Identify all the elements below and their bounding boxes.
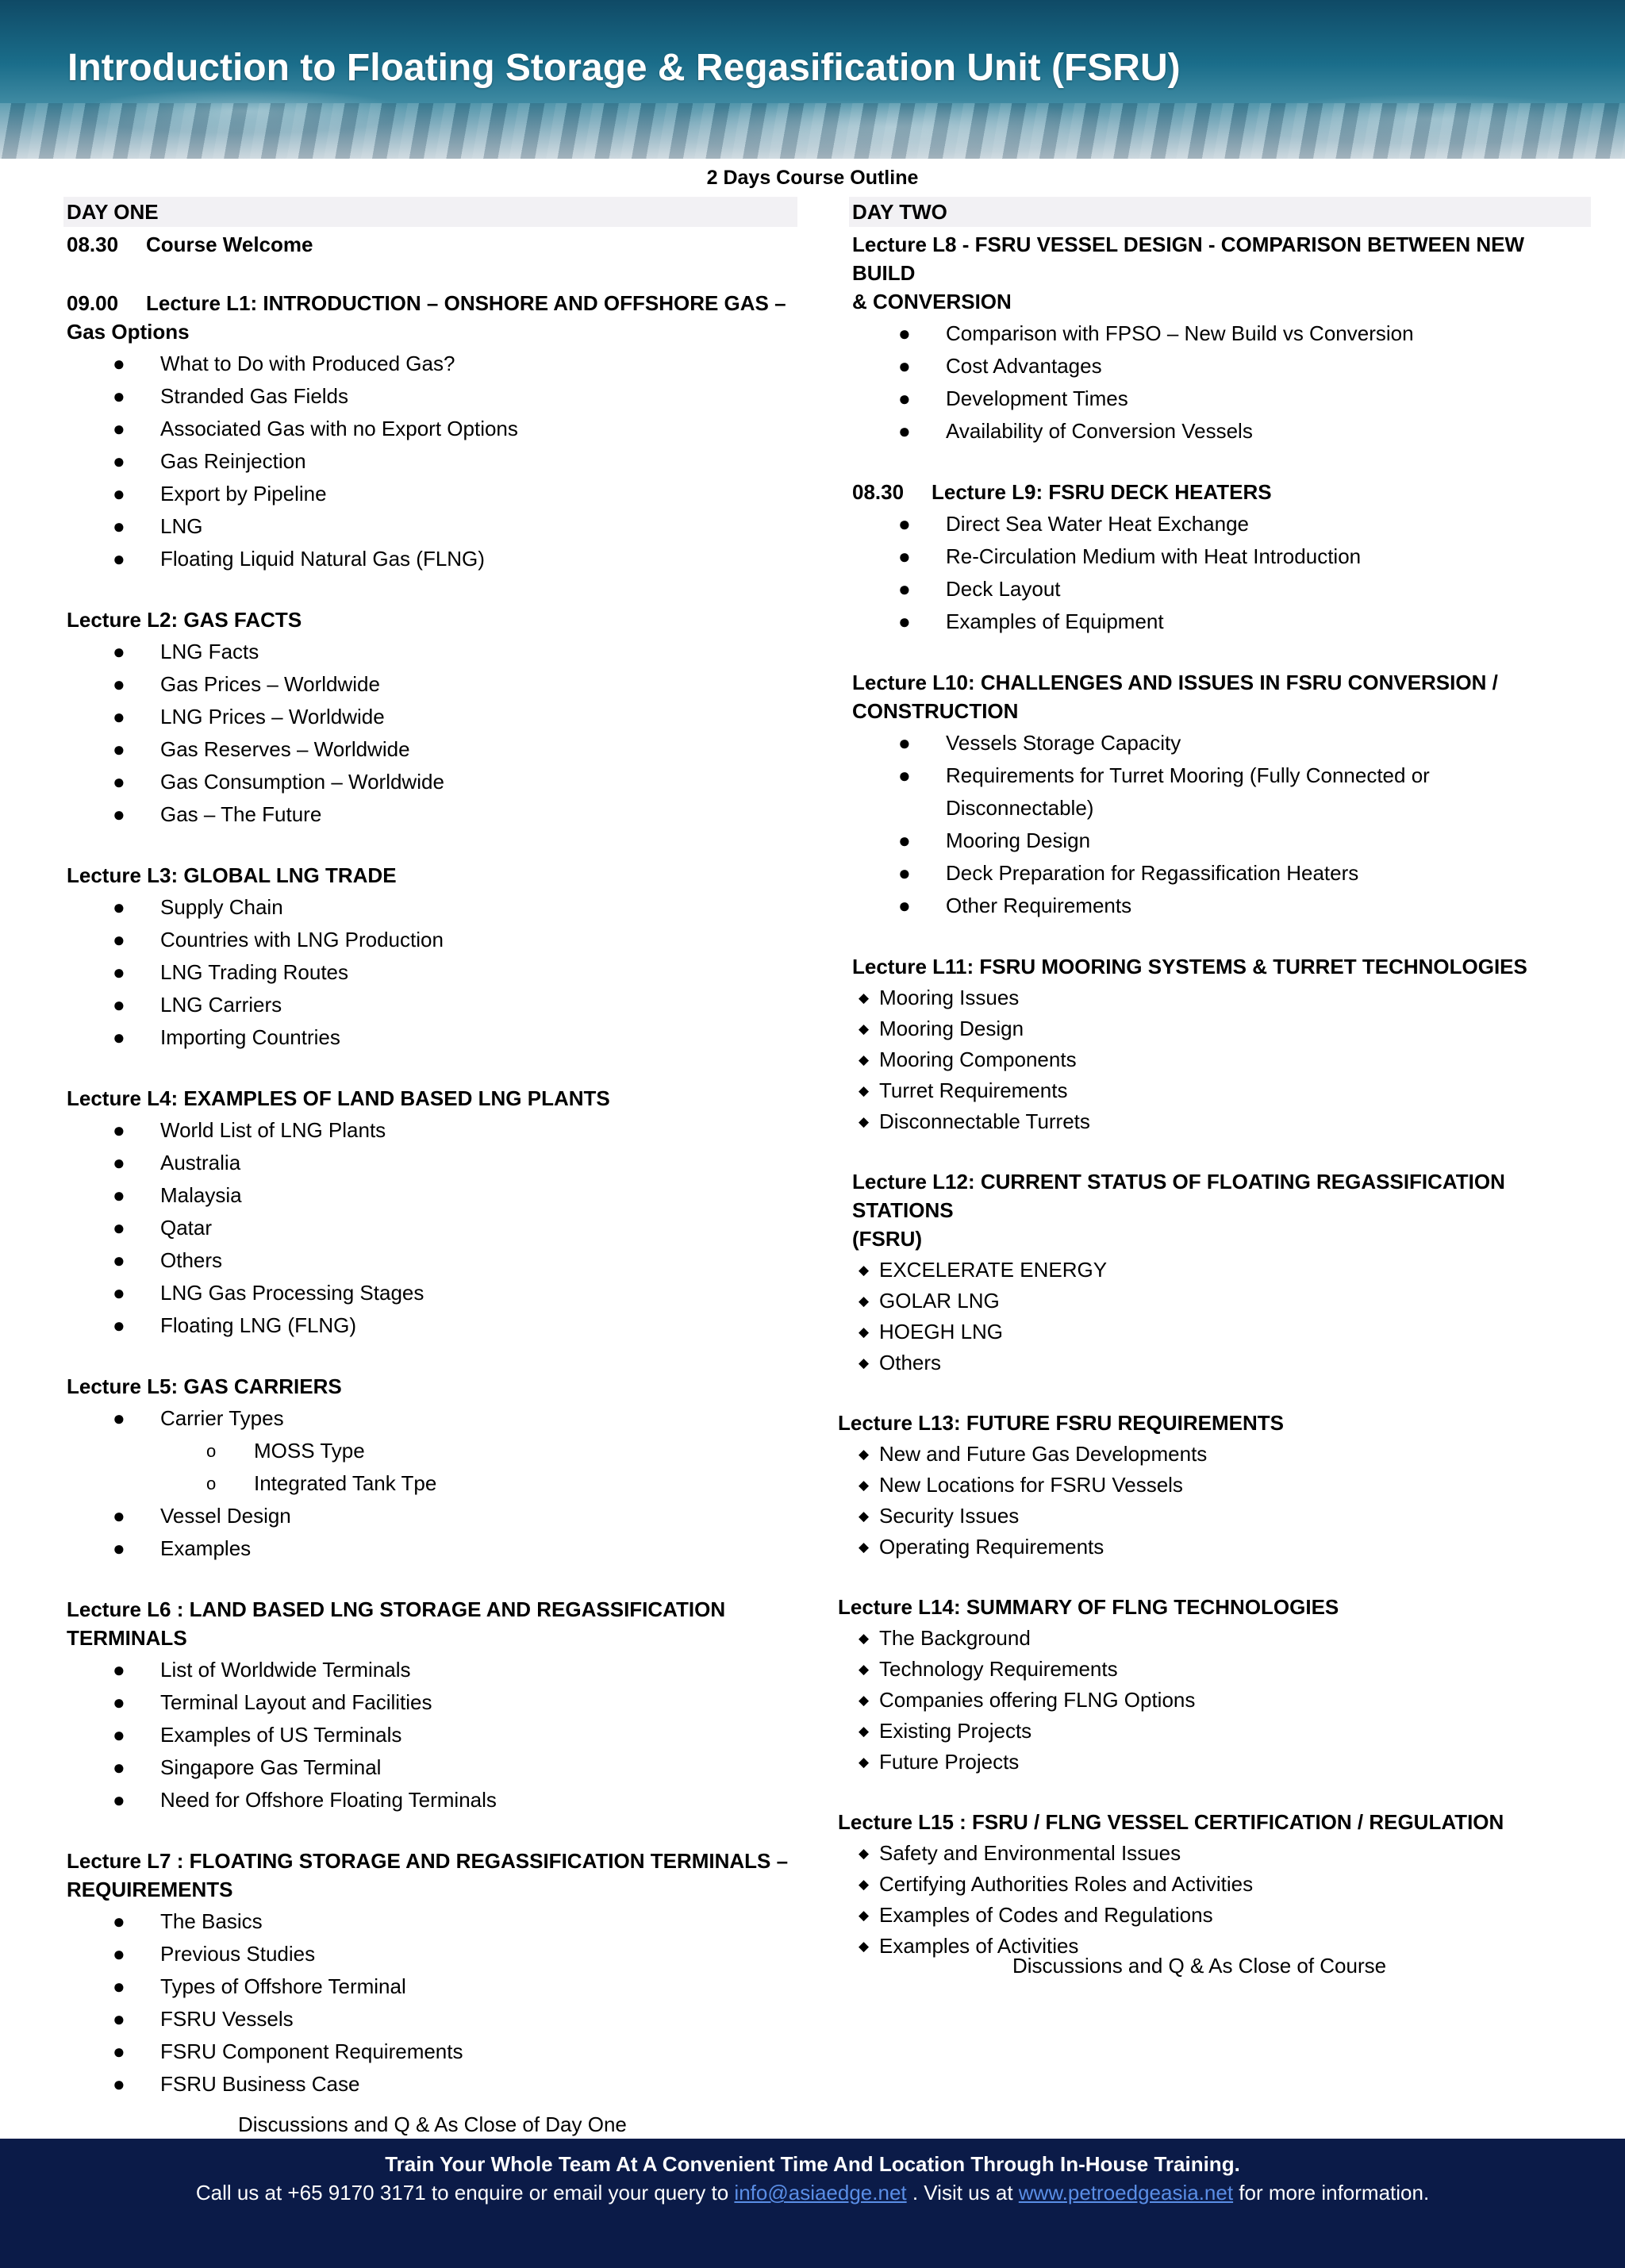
lecture-title: Lecture L13: FUTURE FSRU REQUIREMENTS: [838, 1411, 1284, 1435]
lecture-l8: [849, 230, 1591, 448]
list-item-label: Availability of Conversion Vessels: [946, 419, 1253, 443]
list-item: [63, 1244, 797, 1277]
list-item-label: Gas Reserves – Worldwide: [160, 737, 410, 761]
lecture-title: Lecture L3: GLOBAL LNG TRADE: [67, 863, 397, 887]
bullet-icon: ●: [898, 861, 911, 885]
list-item-label: LNG Trading Routes: [160, 960, 349, 984]
list-item: ● Carrier Types: [63, 1402, 797, 1435]
bullet-icon: ●: [113, 1118, 125, 1142]
lecture-title: 09.00 Lecture L1: INTRODUCTION – ONSHORE AND OFFSHORE GAS – Gas Options: [67, 289, 794, 346]
list-item: [63, 766, 797, 798]
bullet-icon: ●: [113, 1313, 125, 1337]
list-item: ● Mooring Design: [849, 825, 1591, 857]
list-item-label: Existing Projects: [879, 1719, 1032, 1743]
list-item: [63, 510, 797, 543]
diamond-bullet-icon: ◆: [859, 1724, 870, 1739]
list-item: [849, 982, 1591, 1013]
diamond-bullet-icon: ◆: [859, 1294, 870, 1309]
list-item: [849, 1013, 1591, 1044]
outline-title: 2 Days Course Outline: [706, 167, 919, 189]
list-item-label: Qatar: [160, 1216, 213, 1240]
lecture-time: 09.00: [67, 291, 119, 315]
list-item-label: Australia: [160, 1151, 241, 1174]
diamond-bullet-icon: ◆: [859, 1021, 870, 1036]
list-item-label: Stranded Gas Fields: [160, 384, 349, 408]
bullet-icon: ●: [113, 1974, 125, 1998]
lecture-title: Lecture L12: CURRENT STATUS OF FLOATING REGASSIFICATION STATIONS (FSRU): [852, 1170, 1505, 1251]
list-item: [63, 1114, 797, 1147]
list-item: [63, 1784, 797, 1816]
list-item: [63, 478, 797, 510]
footer-banner: [0, 2139, 1625, 2268]
list-item-label: Deck Layout: [946, 577, 1061, 601]
lecture-title: Lecture L11: FSRU MOORING SYSTEMS & TURRET TECHNOLOGIES: [852, 955, 1527, 978]
day-one-heading: DAY ONE: [63, 197, 797, 227]
diamond-bullet-icon: ◆: [859, 1355, 870, 1370]
footer-tagline: Train Your Whole Team At A Convenient Time And Location Through In-House Training.: [385, 2152, 1240, 2176]
bullet-icon: ●: [898, 354, 911, 378]
lecture-topics: [63, 636, 797, 831]
lecture-title: 08.30 Lecture L9: FSRU DECK HEATERS: [852, 478, 1588, 506]
list-item: [849, 1838, 1591, 1869]
list-item-label: Associated Gas with no Export Options: [160, 417, 518, 440]
list-item: [63, 1212, 797, 1244]
list-item: [849, 508, 1591, 540]
bullet-icon: ●: [898, 731, 911, 755]
list-item: [63, 956, 797, 989]
bullet-icon: ●: [113, 993, 125, 1017]
page-title: Introduction to Floating Storage & Regasification Unit (FSRU): [67, 47, 1181, 89]
list-item: [63, 1309, 797, 1342]
list-item: [849, 1900, 1591, 1931]
bullet-icon: ●: [113, 482, 125, 505]
list-item: [849, 1501, 1591, 1532]
lecture-title: Lecture L10: CHALLENGES AND ISSUES IN FSRU CONVERSION / CONSTRUCTION: [852, 671, 1498, 723]
bullet-icon: ●: [113, 1909, 125, 1933]
diamond-bullet-icon: ◆: [859, 1324, 870, 1340]
list-item: ● Vessels Storage Capacity: [849, 727, 1591, 759]
bullet-icon: ●: [898, 828, 911, 852]
list-item: [63, 1686, 797, 1719]
list-item-label: Operating Requirements: [879, 1535, 1104, 1559]
list-item-label: Gas Consumption – Worldwide: [160, 770, 444, 794]
lecture-l7: [63, 1847, 797, 2101]
list-item-label: New and Future Gas Developments: [879, 1442, 1208, 1466]
list-item-label: Examples of Equipment: [946, 609, 1164, 633]
list-item-label: HOEGH LNG: [879, 1320, 1004, 1344]
list-item: ● Deck Preparation for Regassification Heaters: [849, 857, 1591, 890]
bullet-icon: ●: [113, 1723, 125, 1747]
bullet-icon: ●: [113, 1755, 125, 1779]
list-item-label: Direct Sea Water Heat Exchange: [946, 512, 1249, 536]
lecture-topics: [849, 317, 1591, 448]
list-item-label: Need for Offshore Floating Terminals: [160, 1788, 497, 1812]
bullet-icon: ●: [113, 1788, 125, 1812]
welcome-time: 08.30: [67, 233, 119, 256]
day-two-column: [838, 197, 1591, 1992]
lecture-l3: [63, 861, 797, 1054]
list-item: [849, 382, 1591, 415]
lecture-l14: [835, 1593, 1591, 1778]
bullet-icon: ●: [113, 770, 125, 794]
lecture-l2: [63, 605, 797, 831]
lecture-topics: [63, 1654, 797, 1816]
lecture-title: Lecture L7 : FLOATING STORAGE AND REGASSIFICATION TERMINALS – REQUIREMENTS: [67, 1849, 789, 1901]
list-item: [849, 1347, 1591, 1378]
list-item: [63, 413, 797, 445]
diamond-bullet-icon: ◆: [859, 1052, 870, 1067]
lecture-title: Lecture L6 : LAND BASED LNG STORAGE AND REGASSIFICATION TERMINALS: [67, 1597, 726, 1650]
bullet-icon: ●: [898, 894, 911, 917]
diamond-bullet-icon: ◆: [859, 1509, 870, 1524]
list-item: [849, 1255, 1591, 1286]
list-item-label: Terminal Layout and Facilities: [160, 1690, 432, 1714]
lecture-topics: [849, 508, 1591, 638]
list-item: ● Requirements for Turret Mooring (Fully Connected or Disconnectable): [849, 759, 1591, 825]
list-item-label: Others: [160, 1248, 223, 1272]
bullet-icon: ●: [113, 705, 125, 728]
list-item-label: Development Times: [946, 386, 1128, 410]
bullet-icon: ●: [898, 577, 911, 601]
list-item-label: Technology Requirements: [879, 1657, 1118, 1681]
bullet-icon: ●: [113, 384, 125, 408]
bullet-icon: ●: [898, 512, 911, 536]
lecture-title: Lecture L14: SUMMARY OF FLNG TECHNOLOGIES: [838, 1595, 1339, 1619]
bullet-icon: ●: [898, 386, 911, 410]
list-item: [849, 1106, 1591, 1137]
lecture-title: Lecture L5: GAS CARRIERS: [67, 1374, 342, 1398]
lecture-l9: [849, 478, 1591, 638]
list-item-label: Mooring Components: [879, 1048, 1077, 1071]
list-item: [63, 798, 797, 831]
lecture-l11: [849, 952, 1591, 1137]
list-item: [849, 1623, 1591, 1654]
list-item-label: Gas Prices – Worldwide: [160, 672, 380, 696]
bullet-icon: ●: [113, 928, 125, 951]
list-item-label: Examples of Codes and Regulations: [879, 1903, 1213, 1927]
list-item: [63, 445, 797, 478]
diamond-bullet-icon: ◆: [859, 1939, 870, 1954]
list-item-label: Floating LNG (FLNG): [160, 1313, 357, 1337]
list-item: [63, 543, 797, 575]
list-item-label: Vessel Design: [160, 1504, 291, 1528]
bullet-icon: ●: [113, 1248, 125, 1272]
list-item: [849, 605, 1591, 638]
bullet-icon: ●: [113, 1406, 125, 1430]
bullet-icon: ●: [113, 640, 125, 663]
list-item-label: World List of LNG Plants: [160, 1118, 386, 1142]
list-item: ● Other Requirements: [849, 890, 1591, 922]
bullet-icon: ●: [113, 1536, 125, 1560]
lecture-topics: [63, 348, 797, 575]
list-item: [849, 540, 1591, 573]
list-item-label: Examples: [160, 1536, 252, 1560]
bullet-icon: ●: [113, 449, 125, 473]
list-item-label: Companies offering FLNG Options: [879, 1688, 1196, 1712]
list-item: [849, 573, 1591, 605]
list-item: [849, 1470, 1591, 1501]
list-item: [63, 989, 797, 1021]
list-item-label: LNG: [160, 514, 203, 538]
list-item: [63, 1938, 797, 1970]
list-item-label: Safety and Environmental Issues: [879, 1841, 1181, 1865]
lecture-l5: [63, 1372, 797, 1565]
lecture-topics: [63, 1500, 797, 1565]
lecture-topics: [849, 1255, 1591, 1378]
lecture-topics: [849, 1838, 1591, 1962]
list-item: [63, 1532, 797, 1565]
list-item-label: LNG Facts: [160, 640, 259, 663]
list-item: [849, 1439, 1591, 1470]
list-item: [63, 1719, 797, 1751]
diamond-bullet-icon: ◆: [859, 1114, 870, 1129]
list-item-label: LNG Gas Processing Stages: [160, 1281, 424, 1305]
lecture-title: Lecture L2: GAS FACTS: [67, 608, 302, 632]
header-banner: [0, 0, 1625, 159]
list-item-label: The Background: [879, 1626, 1031, 1650]
list-item: [849, 1716, 1591, 1747]
website-link[interactable]: www.petroedgeasia.net: [1018, 2181, 1234, 2205]
diamond-bullet-icon: ◆: [859, 1755, 870, 1770]
lecture-time: 08.30: [852, 480, 905, 504]
lecture-title: Lecture L8 - FSRU VESSEL DESIGN - COMPARISON BETWEEN NEW BUILD & CONVERSION: [852, 233, 1525, 313]
list-item-label: GOLAR LNG: [879, 1289, 1000, 1313]
list-item-label: What to Do with Produced Gas?: [160, 352, 455, 375]
bullet-icon: ●: [113, 1025, 125, 1049]
list-item: [63, 1467, 797, 1500]
bullet-icon: ●: [113, 737, 125, 761]
bullet-icon: ●: [113, 1942, 125, 1966]
lecture-topics: [63, 891, 797, 1054]
list-item: [849, 1044, 1591, 1075]
day-one-closing: Discussions and Q & As Close of Day One: [238, 2112, 627, 2136]
list-item: [63, 1021, 797, 1054]
bullet-icon: ●: [113, 2039, 125, 2063]
list-item: [849, 1317, 1591, 1347]
lecture-topics: [63, 1905, 797, 2101]
list-item-label: Export by Pipeline: [160, 482, 327, 505]
list-item-label: Security Issues: [879, 1504, 1020, 1528]
day-two-heading: DAY TWO: [849, 197, 1591, 227]
diamond-bullet-icon: ◆: [859, 1083, 870, 1098]
list-item-label: Importing Countries: [160, 1025, 340, 1049]
list-item-label: Examples of Activities: [879, 1934, 1079, 1958]
list-item-label: Disconnectable Turrets: [879, 1109, 1090, 1133]
lecture-topics: [849, 982, 1591, 1137]
lecture-title: Lecture L15 : FSRU / FLNG VESSEL CERTIFICATION / REGULATION: [838, 1810, 1504, 1834]
lecture-l10: [849, 668, 1591, 922]
email-link[interactable]: info@asiaedge.net: [734, 2181, 907, 2205]
list-item-label: Countries with LNG Production: [160, 928, 444, 951]
list-item: [63, 2003, 797, 2035]
list-item-label: Re-Circulation Medium with Heat Introduction: [946, 544, 1362, 568]
bullet-icon: ●: [113, 1504, 125, 1528]
list-item-label: Integrated Tank Tpe: [254, 1471, 437, 1495]
list-item: [849, 1654, 1591, 1685]
lecture-l15: [835, 1808, 1591, 1962]
list-item: [63, 701, 797, 733]
bullet-icon: ●: [113, 1183, 125, 1207]
diamond-bullet-icon: ◆: [859, 1693, 870, 1708]
list-item: [849, 350, 1591, 382]
list-item-label: Future Projects: [879, 1750, 1020, 1774]
bullet-icon: ●: [898, 763, 911, 787]
day-two-closing: Discussions and Q & As Close of Course: [1012, 1954, 1387, 1978]
list-item-label: Supply Chain: [160, 895, 283, 919]
course-welcome: [63, 230, 797, 259]
bullet-icon: ●: [898, 419, 911, 443]
diamond-bullet-icon: ◆: [859, 1447, 870, 1462]
list-item: [63, 1654, 797, 1686]
bullet-icon: ●: [113, 1690, 125, 1714]
bullet-icon: ●: [113, 960, 125, 984]
bullet-icon: ●: [898, 544, 911, 568]
bullet-icon: ●: [898, 609, 911, 633]
circle-bullet-icon: o: [206, 1474, 217, 1493]
bullet-icon: ●: [113, 895, 125, 919]
lecture-l13: [835, 1409, 1591, 1563]
list-item: [63, 2035, 797, 2068]
list-item: [63, 1277, 797, 1309]
list-item-label: LNG Carriers: [160, 993, 282, 1017]
list-item-label: The Basics: [160, 1909, 263, 1933]
lecture-l6: [63, 1595, 797, 1816]
list-item: [63, 1970, 797, 2003]
diamond-bullet-icon: ◆: [859, 1478, 870, 1493]
diamond-bullet-icon: ◆: [859, 1631, 870, 1646]
bullet-icon: ●: [898, 321, 911, 345]
list-item-label: EXCELERATE ENERGY: [879, 1258, 1108, 1282]
list-item: [63, 924, 797, 956]
bullet-icon: ●: [113, 352, 125, 375]
list-item: [63, 1179, 797, 1212]
list-item-label: Gas – The Future: [160, 802, 322, 826]
list-item: [849, 1075, 1591, 1106]
list-item: [849, 1869, 1591, 1900]
list-item: [849, 1532, 1591, 1563]
list-item-label: Floating Liquid Natural Gas (FLNG): [160, 547, 485, 571]
list-item-label: Certifying Authorities Roles and Activities: [879, 1872, 1254, 1896]
lecture-topics: [849, 1439, 1591, 1563]
diamond-bullet-icon: ◆: [859, 1263, 870, 1278]
diamond-bullet-icon: ◆: [859, 1908, 870, 1923]
list-item: [63, 348, 797, 380]
bullet-icon: ●: [113, 417, 125, 440]
bullet-icon: ●: [113, 1216, 125, 1240]
list-item-label: LNG Prices – Worldwide: [160, 705, 385, 728]
list-item-label: New Locations for FSRU Vessels: [879, 1473, 1183, 1497]
list-item-label: List of Worldwide Terminals: [160, 1658, 411, 1682]
list-item: [63, 1435, 797, 1467]
list-item-label: Gas Reinjection: [160, 449, 306, 473]
list-item-label: Mooring Design: [879, 1017, 1024, 1040]
diamond-bullet-icon: ◆: [859, 1877, 870, 1892]
list-item: [63, 380, 797, 413]
list-item-label: Types of Offshore Terminal: [160, 1974, 406, 1998]
list-item-label: Others: [879, 1351, 942, 1374]
list-item: [849, 1286, 1591, 1317]
list-item-label: Previous Studies: [160, 1942, 316, 1966]
sub-topics: [63, 1435, 797, 1500]
welcome-title: Course Welcome: [146, 233, 313, 256]
bullet-icon: ●: [113, 1281, 125, 1305]
list-item: [63, 1905, 797, 1938]
list-item: [849, 317, 1591, 350]
lecture-l4: [63, 1084, 797, 1342]
list-item: [63, 668, 797, 701]
list-item-label: FSRU Component Requirements: [160, 2039, 463, 2063]
list-item: [63, 2068, 797, 2101]
list-item: [63, 733, 797, 766]
bullet-icon: ●: [113, 802, 125, 826]
lecture-topics: [849, 1623, 1591, 1778]
footer-contact: Call us at +65 9170 3171 to enquire or email your query to info@asiaedge.net . Visit us at www.petroedgeasia.net for more information.: [195, 2181, 1430, 2205]
list-item-label: FSRU Business Case: [160, 2072, 360, 2096]
list-item: [63, 891, 797, 924]
list-item: [849, 1747, 1591, 1778]
bullet-icon: ●: [113, 547, 125, 571]
list-item-label: Comparison with FPSO – New Build vs Conversion: [946, 321, 1414, 345]
list-item: [849, 1685, 1591, 1716]
list-item-label: FSRU Vessels: [160, 2007, 294, 2031]
day-one-column: [63, 197, 797, 2131]
list-item-label: Malaysia: [160, 1183, 242, 1207]
list-item-label: Turret Requirements: [879, 1078, 1068, 1102]
list-item-label: Mooring Issues: [879, 986, 1020, 1009]
list-item: [63, 1147, 797, 1179]
lecture-l12: [849, 1167, 1591, 1378]
list-item-label: MOSS Type: [254, 1439, 365, 1463]
lecture-l1: [63, 289, 797, 575]
diamond-bullet-icon: ◆: [859, 1662, 870, 1677]
list-item: [63, 1751, 797, 1784]
list-item: [63, 636, 797, 668]
diamond-bullet-icon: ◆: [859, 1846, 870, 1861]
bullet-icon: ●: [113, 2072, 125, 2096]
bullet-icon: ●: [113, 2007, 125, 2031]
bullet-icon: ●: [113, 1658, 125, 1682]
list-item-label: Cost Advantages: [946, 354, 1102, 378]
bullet-icon: ●: [113, 672, 125, 696]
lecture-title: Lecture L4: EXAMPLES OF LAND BASED LNG PLANTS: [67, 1086, 610, 1110]
lecture-topics: [63, 1114, 797, 1342]
bullet-icon: ●: [113, 1151, 125, 1174]
diamond-bullet-icon: ◆: [859, 1540, 870, 1555]
list-item: [63, 1500, 797, 1532]
list-item: [849, 415, 1591, 448]
circle-bullet-icon: o: [206, 1441, 217, 1461]
list-item-label: Examples of US Terminals: [160, 1723, 402, 1747]
bullet-icon: ●: [113, 514, 125, 538]
list-item-label: Singapore Gas Terminal: [160, 1755, 382, 1779]
diamond-bullet-icon: ◆: [859, 990, 870, 1005]
